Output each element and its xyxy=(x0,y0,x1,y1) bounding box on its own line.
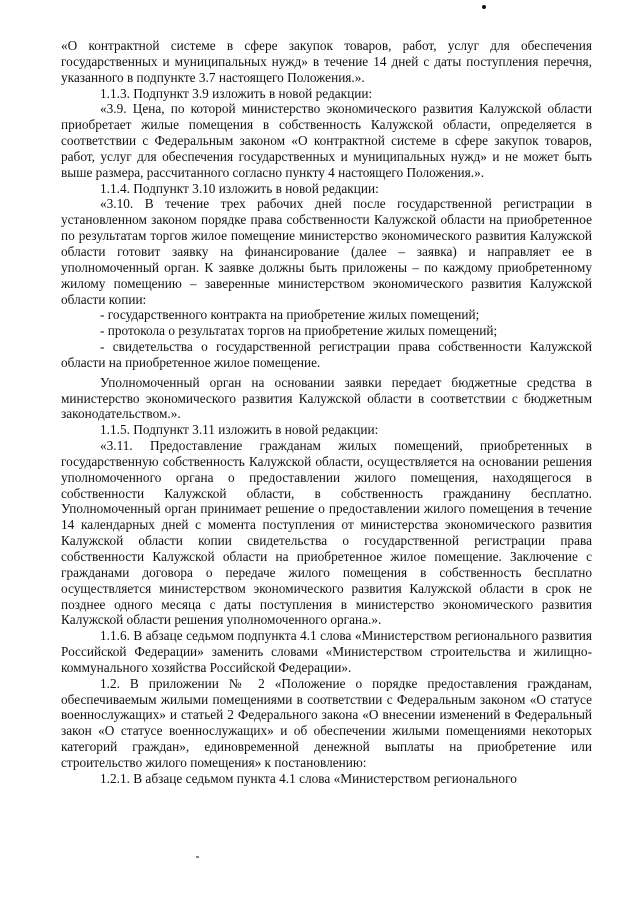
paragraph-3-10: «3.10. В течение трех рабочих дней после государственной регистрации в установленном законом порядке права собственности Калужской области на приобретенное по результатам торгов жилое помещение министерство экономического развития Калужской области готовит заявку на финансирование (далее – заявка) и направляет ее в уполномоченный орган. К заявке должны быть приложены – по каждому приобретенному жилому помещению – заверенные министерством экономического развития Калужской области копии: xyxy=(61,196,592,307)
paragraph-1-2-1: 1.2.1. В абзаце седьмом пункта 4.1 слова «Министерством регионального xyxy=(100,770,517,786)
paragraph-1-1-3: 1.1.3. Подпункт 3.9 изложить в новой редакции: xyxy=(100,85,373,101)
paragraph-3-9: «3.9. Цена, по которой министерство экономического развития Калужской области приобретает жилые помещения в собственность Калужской области, определяется в соответствии с Федеральным законом «О контрактной системе в сфере закупок товаров, работ, услуг для обеспечения государственных и муниципальных нужд» и не может быть выше размера, рассчитанного согласно пункту 4 настоящего Положения.». xyxy=(61,101,592,180)
paragraph-1-1-6: 1.1.6. В абзаце седьмом подпункта 4.1 слова «Министерством регионального развития Российской Федерации» заменить словами «Министерством строительства и жилищно-коммунального хозяйства Российской Федерации». xyxy=(61,628,592,675)
paragraph-1-1-4: 1.1.4. Подпункт 3.10 изложить в новой редакции: xyxy=(100,180,379,196)
scan-dot-mark xyxy=(482,5,486,9)
paragraph-authorized-body: Уполномоченный орган на основании заявки передает бюджетные средства в министерство экономического развития Калужской области в соответствии с бюджетным законодательством.». xyxy=(61,374,592,422)
scan-speck-mark xyxy=(196,856,199,858)
document-body xyxy=(61,38,592,787)
paragraph-1-1-5: 1.1.5. Подпункт 3.11 изложить в новой редакции: xyxy=(100,422,379,438)
list-item-protocol: - протокола о результатах торгов на приобретение жилых помещений; xyxy=(100,323,498,339)
list-item-contract: - государственного контракта на приобретение жилых помещений; xyxy=(100,307,480,323)
paragraph-1-2: 1.2. В приложении № 2 «Положение о порядке предоставления гражданам, обеспечиваемым жилыми помещениями в соответствии с Федеральным законом «О статусе военнослужащих» и статьей 2 Федерального закона «О внесении изменений в Федеральный закон «О статусе военнослужащих» и об обеспечении жилыми помещениями некоторых категорий граждан», единовременной денежной выплаты на приобретение или строительство жилого помещения» к постановлению: xyxy=(61,675,592,770)
paragraph-continuation: «О контрактной системе в сфере закупок товаров, работ, услуг для обеспечения государственных и муниципальных нужд» в течение 14 дней с даты поступления перечня, указанного в подпункте 3.7 настоящего Положения.». xyxy=(61,38,592,85)
paragraph-3-11: «3.11. Предоставление гражданам жилых помещений, приобретенных в государственную собственность Калужской области, осуществляется на основании решения уполномоченного органа о предоставлении жилого помещения, находящегося в собственности Калужской области, в собственность гражданину бесплатно. Уполномоченный орган принимает решение о предоставлении жилого помещения в течение 14 календарных дней с момента поступления от министерства экономического развития Калужской области копии свидетельства о государственной регистрации права собственности Калужской области на приобретенное жилое помещение. Заключение с гражданами договора о передаче жилого помещения в собственность бесплатно осуществляется министерством экономического развития Калужской области в срок не позднее одного месяца с даты поступления в министерство экономического развития Калужской области решения уполномоченного органа.». xyxy=(61,438,592,628)
list-item-certificate: - свидетельства о государственной регистрации права собственности Калужской области на приобретенное жилое помещение. xyxy=(61,339,592,370)
